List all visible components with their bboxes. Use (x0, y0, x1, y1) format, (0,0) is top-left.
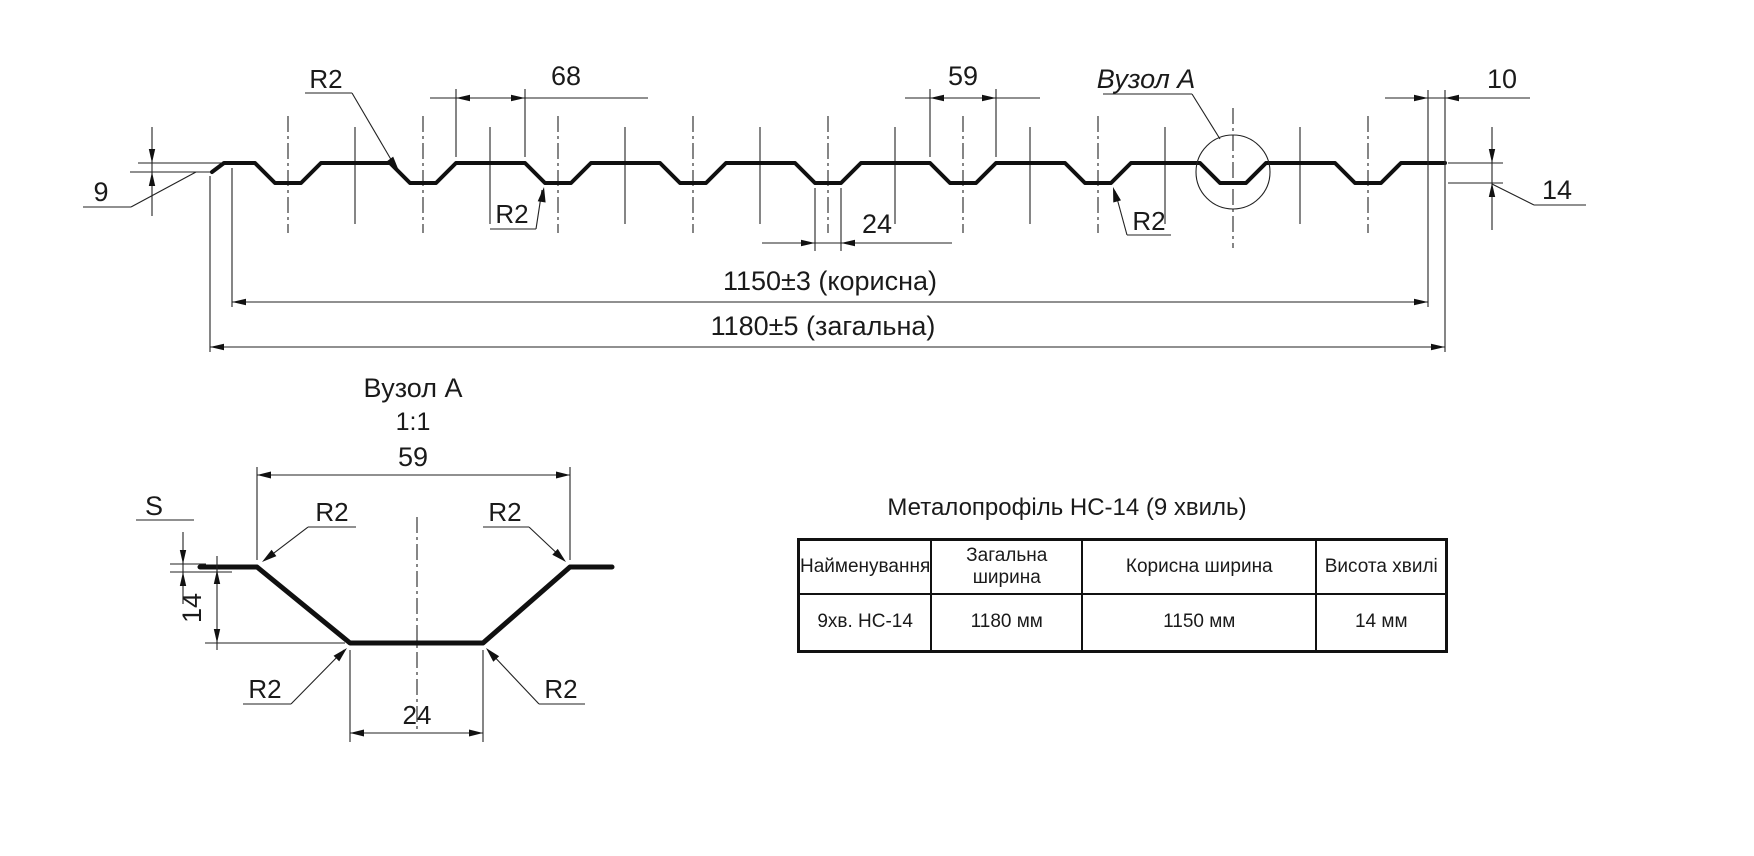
radius-label: R2 (309, 64, 343, 94)
detail-dim-bottom-text: 24 (402, 700, 432, 730)
cell-useful-width: 1150 мм (1082, 594, 1316, 652)
dim-wave-height (1448, 127, 1586, 230)
node-a-callout (1097, 64, 1220, 139)
detail-radius-tl (260, 497, 356, 565)
radius-callout-1 (305, 64, 402, 173)
dim-wave-top (905, 61, 1040, 157)
spec-table (797, 538, 1448, 653)
detail-radius-tr (483, 497, 569, 565)
radius-label: R2 (544, 674, 578, 704)
detail-dim-top-text: 59 (397, 442, 429, 472)
col-header-useful-width: Корисна ширина (1082, 540, 1316, 594)
detail-thickness (136, 491, 232, 604)
detail-scale: 1:1 (395, 408, 431, 436)
dim-wave-bottom-text: 24 (861, 209, 893, 239)
table-header-row (799, 540, 1447, 594)
trough-centerlines (288, 108, 1368, 248)
dim-edge-lip-text: 9 (93, 177, 109, 207)
detail-dim-top (257, 442, 570, 560)
detail-view (136, 373, 612, 742)
dim-wave-top-text: 59 (947, 61, 979, 91)
radius-label: R2 (1132, 206, 1166, 236)
dim-edge-right (1385, 64, 1530, 101)
detail-radius-bl (243, 645, 350, 704)
dim-useful-width-text: 1150±3 (корисна) (722, 266, 938, 296)
radius-label: R2 (315, 497, 349, 527)
detail-title: Вузол А (363, 373, 463, 403)
col-header-overall-width: Загальна ширина (931, 540, 1082, 594)
dim-crest-text: 68 (550, 61, 582, 91)
radius-callout-2 (490, 186, 548, 229)
detail-profile-path (200, 567, 612, 643)
detail-dim-height-text: 14 (177, 592, 207, 624)
table-row (799, 594, 1447, 652)
dim-edge-right-text: 10 (1486, 64, 1518, 94)
col-header-name: Найменування (799, 540, 932, 594)
radius-label: R2 (248, 674, 282, 704)
cell-overall-width: 1180 мм (931, 594, 1082, 652)
cell-name: 9хв. НС-14 (799, 594, 932, 652)
dim-wave-bottom (762, 188, 952, 251)
dim-useful-width (232, 90, 1428, 307)
detail-thickness-text: S (144, 491, 164, 521)
detail-radius-br (483, 645, 585, 704)
table-title: Металопрофіль НС-14 (9 хвиль) (887, 494, 1247, 521)
node-a-label: Вузол А (1096, 64, 1196, 94)
radius-label: R2 (488, 497, 522, 527)
cell-wave-height: 14 мм (1316, 594, 1447, 652)
dim-edge-lip (83, 127, 222, 216)
radius-callout-3 (1109, 186, 1171, 236)
profile-view (83, 61, 1586, 352)
dim-overall-width-text: 1180±5 (загальна) (710, 311, 936, 341)
radius-label: R2 (495, 199, 529, 229)
dim-wave-height-text: 14 (1541, 175, 1573, 205)
dim-crest (430, 61, 648, 157)
col-header-wave-height: Висота хвилі (1316, 540, 1447, 594)
